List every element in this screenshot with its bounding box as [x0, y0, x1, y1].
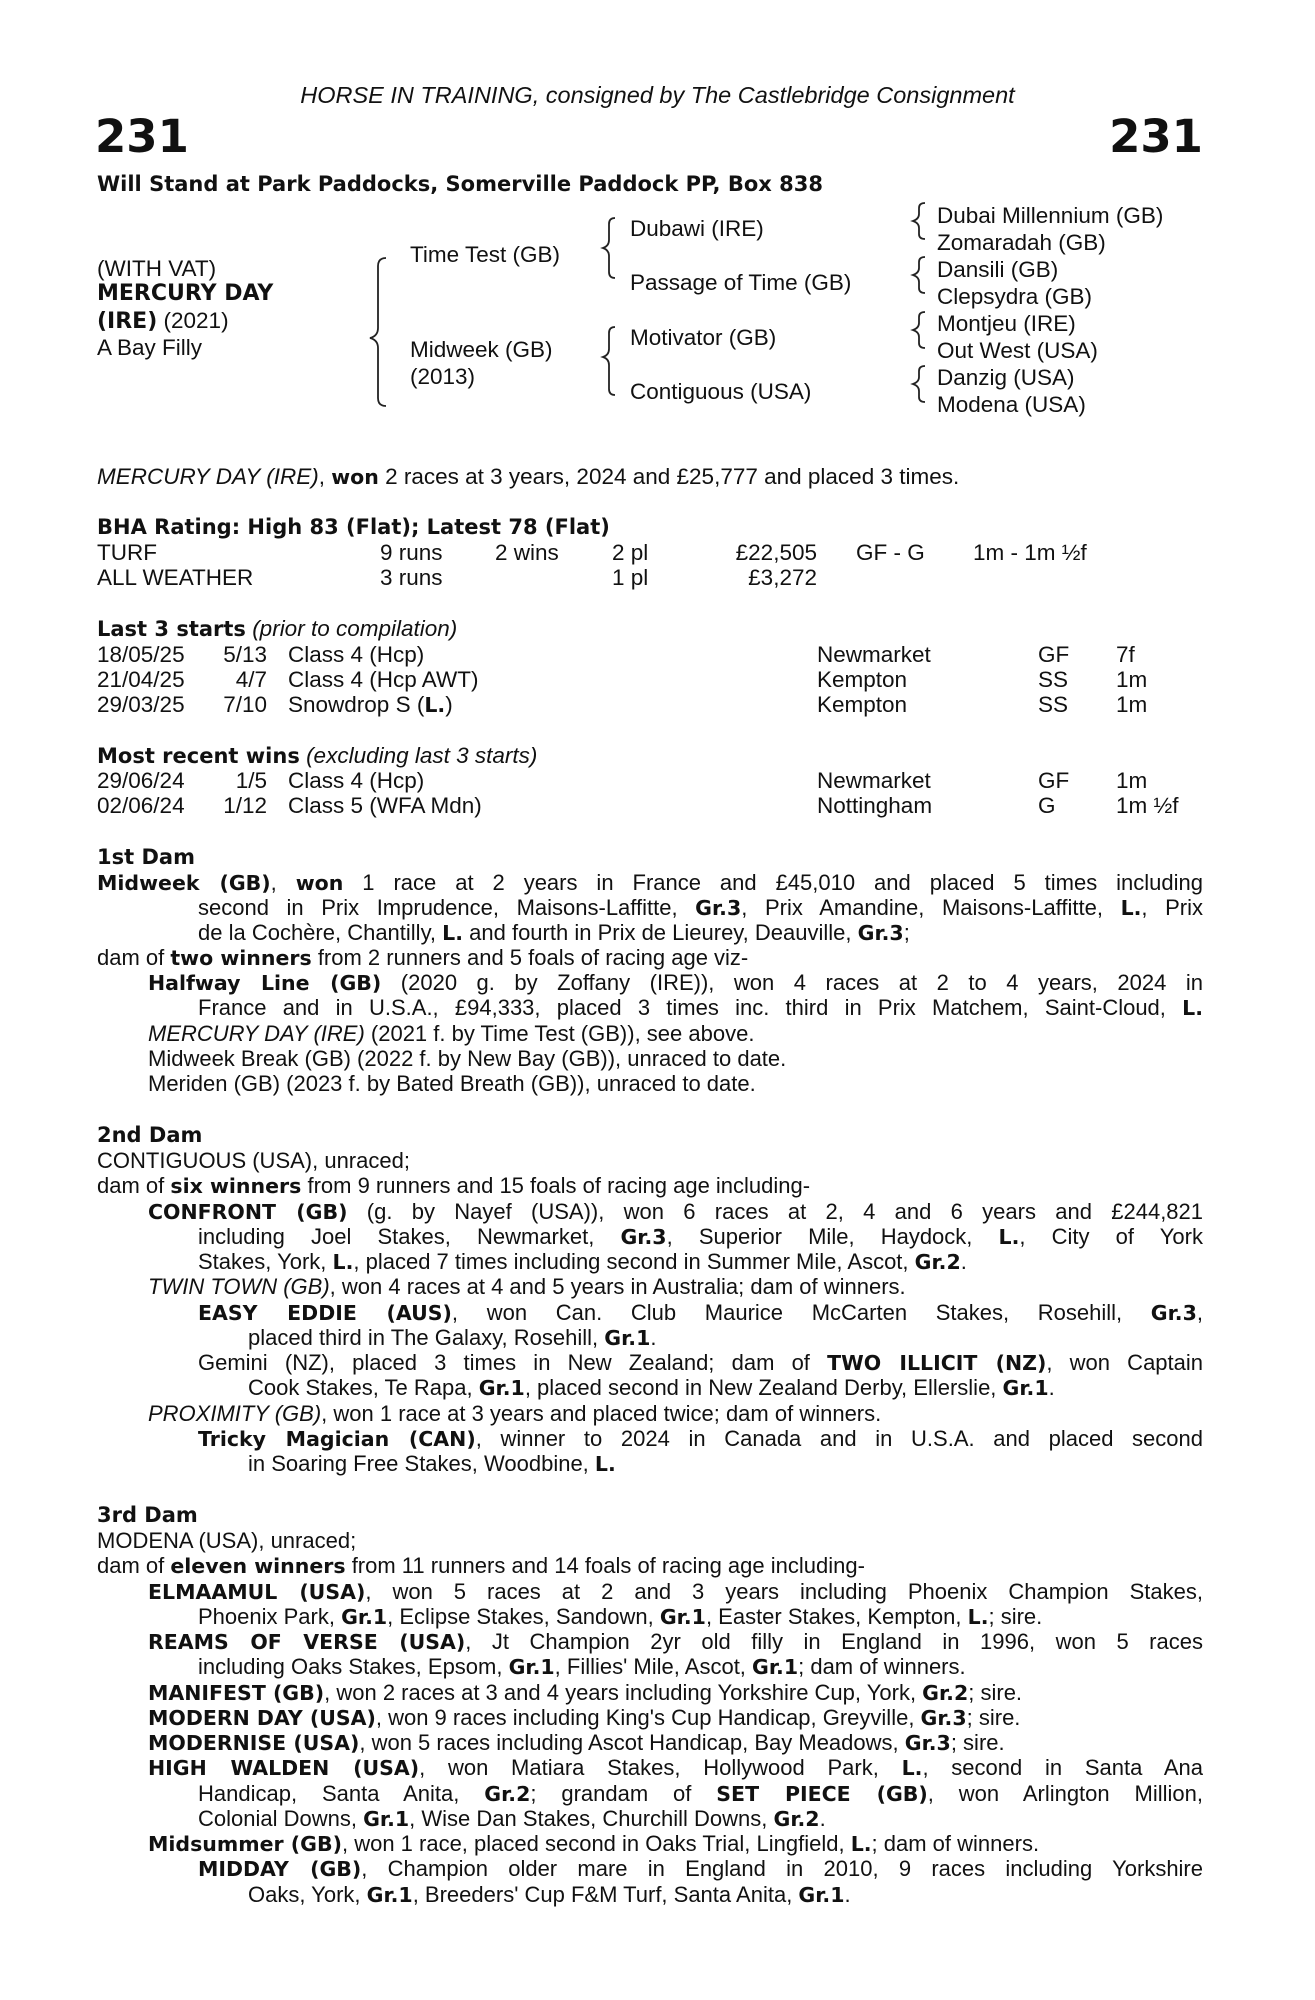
race-close: ): [445, 692, 453, 717]
dam2-line: [148, 1401, 1203, 1427]
start-distance: 1m: [1116, 692, 1148, 717]
bold-text-segment: Gr.3: [904, 1731, 951, 1755]
summary-won: won: [331, 465, 379, 489]
dam1-line: [148, 1071, 1203, 1097]
bold-text-segment: Gr.1: [478, 1376, 525, 1400]
rating-distance: 1m - 1m ½f: [973, 540, 1087, 565]
bold-text-segment: Gr.2: [773, 1807, 820, 1831]
brace-dubawi: [913, 203, 925, 239]
recent-title: Most recent wins: [97, 744, 300, 768]
text-segment: dam of: [97, 1173, 171, 1198]
recent-note: (excluding last 3 starts): [299, 743, 538, 768]
text-segment: Stakes, York,: [198, 1249, 333, 1274]
start-date: 21/04/25: [97, 667, 185, 692]
start-course: Kempton: [817, 692, 908, 717]
bold-text-segment: L.: [442, 921, 464, 945]
horse-description: A Bay Filly: [97, 335, 203, 360]
last3-note: (prior to compilation): [245, 616, 458, 641]
text-segment: in Soaring Free Stakes, Woodbine,: [248, 1451, 595, 1476]
text-segment: from 9 runners and 15 foals of racing age including-: [301, 1173, 811, 1198]
bold-text-segment: two winners: [170, 946, 312, 970]
pedigree-sss: Dubai Millennium (GB): [937, 203, 1164, 228]
lot-number-left: 231: [95, 110, 189, 163]
text-segment: Cook Stakes, Te Rapa,: [248, 1375, 479, 1400]
win-position: 1/12: [223, 793, 267, 818]
bold-text-segment: REAMS OF VERSE (USA): [148, 1630, 466, 1654]
rating-going: GF - G: [856, 540, 925, 565]
text-segment: , Prix: [1141, 895, 1204, 920]
dam3-line: [198, 1856, 1203, 1883]
start-going: GF: [1038, 642, 1070, 667]
text-segment: from 11 runners and 14 foals of racing age including-: [345, 1553, 865, 1578]
text-segment: ; grandam of: [530, 1781, 717, 1806]
dam3-line: [198, 1654, 1203, 1681]
text-segment: .: [819, 1806, 826, 1831]
win-race: Class 4 (Hcp): [288, 768, 425, 793]
bold-text-segment: L.: [1182, 996, 1203, 1020]
text-segment: , won Captain: [1046, 1350, 1204, 1375]
text-segment: 1 race at 2 years in France and £45,010 and placed 5 times including: [343, 870, 1203, 895]
start-race: Class 4 (Hcp AWT): [288, 667, 479, 692]
bha-rating-title: BHA Rating: High 83 (Flat); Latest 78 (Flat): [97, 515, 610, 539]
dam1-line: [148, 1046, 1203, 1072]
text-segment: , won Can. Club Maurice McCarten Stakes, Rosehill,: [451, 1300, 1151, 1325]
text-segment: , won Matiara Stakes, Hollywood Park,: [419, 1755, 902, 1780]
rating-placed: 2 pl: [612, 540, 649, 565]
pedigree-ddd: Modena (USA): [937, 392, 1086, 417]
pedigree-dsd: Out West (USA): [937, 338, 1098, 363]
bold-text-segment: ELMAAMUL (USA): [148, 1580, 366, 1604]
bold-text-segment: MODERNISE (USA): [148, 1731, 360, 1755]
text-segment: .: [960, 1249, 967, 1274]
bold-text-segment: Gr.3: [620, 1225, 667, 1249]
text-segment: France and in U.S.A., £94,333, placed 3 times inc. third in Prix Matchem, Saint-Cloud,: [198, 995, 1183, 1020]
text-segment: , won 1 race at 3 years and placed twice; dam of winners.: [321, 1401, 882, 1426]
bold-text-segment: Midsummer (GB): [148, 1832, 342, 1856]
text-segment: .: [1048, 1375, 1055, 1400]
dam3-line: [198, 1806, 1203, 1833]
summary-horse-name: MERCURY DAY (IRE): [97, 464, 319, 489]
pedigree-sire: Time Test (GB): [410, 242, 561, 267]
horse-name: MERCURY DAY: [97, 281, 274, 306]
bold-text-segment: Gr.1: [363, 1807, 410, 1831]
third-dam-title: 3rd Dam: [97, 1503, 198, 1527]
brace-generation-1: [370, 258, 386, 406]
text-segment: , won 2 races at 3 and 4 years including Yorkshire Cup, York,: [324, 1680, 923, 1705]
bold-text-segment: Gr.3: [920, 1706, 967, 1730]
bold-text-segment: SET PIECE (GB): [716, 1782, 928, 1806]
text-segment: , placed second in New Zealand Derby, Ellerslie,: [524, 1375, 1003, 1400]
recent-wins-title: [97, 743, 537, 769]
dam1-line: [198, 995, 1203, 1022]
start-race: [288, 692, 453, 718]
dam2-line: [248, 1375, 1203, 1402]
start-race: Class 4 (Hcp): [288, 642, 425, 667]
italic-text-segment: PROXIMITY (GB): [148, 1401, 322, 1426]
text-segment: and fourth in Prix de Lieurey, Deauville,: [463, 920, 858, 945]
text-segment: , Superior Mile, Haydock,: [666, 1224, 999, 1249]
dam3-line: [148, 1680, 1203, 1707]
race-summary: MERCURY DAY (IRE), won 2 races at 3 years, 2024 and £25,777 and placed 3 times.: [97, 464, 960, 489]
second-dam-title: 2nd Dam: [97, 1123, 203, 1147]
bold-text-segment: Gr.2: [484, 1782, 531, 1806]
start-position: 5/13: [223, 642, 267, 667]
text-segment: , Eclipse Stakes, Sandown,: [387, 1604, 660, 1629]
dam2-line: [97, 1148, 1203, 1174]
dam3-line: [97, 1528, 1203, 1554]
text-segment: from 2 runners and 5 foals of racing age viz-: [311, 945, 749, 970]
bold-text-segment: six winners: [170, 1174, 302, 1198]
start-course: Kempton: [817, 667, 908, 692]
dam1-line: [198, 895, 1203, 922]
bold-text-segment: L.: [967, 1605, 989, 1629]
bold-text-segment: L.: [1120, 896, 1142, 920]
text-segment: CONTIGUOUS (USA), unraced;: [97, 1148, 410, 1173]
bold-text-segment: L.: [332, 1250, 354, 1274]
dam2-line: [198, 1426, 1203, 1453]
text-segment: Phoenix Park,: [198, 1604, 342, 1629]
dam3-line: [97, 1553, 1203, 1580]
bold-text-segment: Gr.3: [1150, 1301, 1197, 1325]
bold-text-segment: Gr.1: [604, 1326, 651, 1350]
bold-text-segment: MIDDAY (GB): [198, 1857, 362, 1881]
text-segment: dam of: [97, 945, 171, 970]
bold-text-segment: MANIFEST (GB): [148, 1681, 325, 1705]
text-segment: , won 5 races including Ascot Handicap, Bay Meadows,: [359, 1730, 905, 1755]
bold-text-segment: TWO ILLICIT (NZ): [827, 1351, 1047, 1375]
pedigree-dss: Montjeu (IRE): [937, 311, 1076, 336]
dam2-line: [148, 1274, 1203, 1300]
text-segment: , winner to 2024 in Canada and in U.S.A. and placed second: [475, 1426, 1204, 1451]
text-segment: ; sire.: [968, 1680, 1023, 1705]
lot-number-right: 231: [1109, 110, 1203, 163]
pedigree-dam: Midweek (GB): [410, 337, 553, 362]
text-segment: ;: [903, 920, 910, 945]
text-segment: (2020 g. by Zoffany (IRE)), won 4 races at 2 to 4 years, 2024 in: [381, 970, 1203, 995]
summary-record: 2 races at 3 years, 2024 and £25,777 and placed 3 times.: [378, 464, 960, 489]
dam1-line: [97, 945, 1203, 972]
text-segment: ; sire.: [950, 1730, 1005, 1755]
pedigree-ssd: Zomaradah (GB): [937, 230, 1106, 255]
dam2-line: [248, 1451, 1203, 1478]
dam3-line: [148, 1629, 1203, 1656]
dam3-line: [148, 1755, 1203, 1782]
text-segment: ,: [270, 870, 296, 895]
start-going: SS: [1038, 692, 1069, 717]
bold-text-segment: EASY EDDIE (AUS): [198, 1301, 452, 1325]
dam3-line: [148, 1831, 1203, 1858]
dam1-line: [97, 870, 1203, 897]
pedigree-sdd: Clepsydra (GB): [937, 284, 1093, 309]
bold-text-segment: Gr.2: [914, 1250, 961, 1274]
pedigree-dds: Danzig (USA): [937, 365, 1075, 390]
bold-text-segment: L.: [594, 1452, 616, 1476]
dam2-line: [148, 1199, 1203, 1226]
text-segment: , won 1 race, placed second in Oaks Trial, Lingfield,: [341, 1831, 851, 1856]
text-segment: , won Arlington Million,: [927, 1781, 1203, 1806]
bold-text-segment: Gr.1: [508, 1655, 555, 1679]
pedigree-sire-dam: Passage of Time (GB): [630, 270, 852, 295]
text-segment: ; sire.: [988, 1604, 1043, 1629]
start-course: Newmarket: [817, 642, 931, 667]
win-course: Newmarket: [817, 768, 931, 793]
bold-text-segment: L.: [850, 1832, 872, 1856]
win-going: GF: [1038, 768, 1070, 793]
text-segment: .: [650, 1325, 657, 1350]
text-segment: placed third in The Galaxy, Rosehill,: [248, 1325, 605, 1350]
win-course: Nottingham: [817, 793, 933, 818]
start-date: 18/05/25: [97, 642, 185, 667]
brace-passage-of-time: [913, 257, 925, 293]
bold-text-segment: MODERN DAY (USA): [148, 1706, 376, 1730]
bold-text-segment: Gr.1: [1002, 1376, 1049, 1400]
vat-label: (WITH VAT): [97, 256, 217, 281]
text-segment: , Fillies' Mile, Ascot,: [554, 1654, 753, 1679]
rating-surface: TURF: [97, 540, 157, 565]
win-position: 1/5: [235, 768, 267, 793]
dam3-line: [198, 1781, 1203, 1808]
brace-contiguous: [913, 366, 925, 402]
text-segment: , Easter Stakes, Kempton,: [705, 1604, 968, 1629]
dam2-line: [198, 1249, 1203, 1276]
text-segment: , placed 7 times including second in Summer Mile, Ascot,: [353, 1249, 915, 1274]
dam1-line: [148, 1021, 1203, 1047]
horse-year: (2021): [157, 308, 229, 333]
text-segment: ; dam of winners.: [798, 1654, 966, 1679]
text-segment: , Breeders' Cup F&M Turf, Santa Anita,: [412, 1882, 799, 1907]
win-distance: 1m: [1116, 768, 1148, 793]
text-segment: , City of York: [1019, 1224, 1203, 1249]
text-segment: , won 4 races at 4 and 5 years in Australia; dam of winners.: [329, 1274, 906, 1299]
win-date: 02/06/24: [97, 793, 185, 818]
bold-text-segment: Halfway Line (GB): [148, 971, 382, 995]
rating-runs: 3 runs: [380, 565, 443, 590]
dam3-line: [148, 1705, 1203, 1732]
dam1-line: [148, 970, 1203, 997]
bold-text-segment: Gr.1: [798, 1883, 845, 1907]
bold-text-segment: Tricky Magician (CAN): [198, 1427, 476, 1451]
win-going: G: [1038, 793, 1056, 818]
rating-runs: 9 runs: [380, 540, 443, 565]
start-date: 29/03/25: [97, 692, 185, 717]
rating-placed: 1 pl: [612, 565, 649, 590]
rating-money: £3,272: [748, 565, 817, 590]
dam3-line: [148, 1730, 1203, 1757]
bold-text-segment: L.: [901, 1756, 923, 1780]
text-segment: , Jt Champion 2yr old filly in England in 1996, won 5 races: [465, 1629, 1203, 1654]
text-segment: Meriden (GB) (2023 f. by Bated Breath (GB)), unraced to date.: [148, 1071, 756, 1096]
text-segment: Colonial Downs,: [198, 1806, 364, 1831]
catalogue-subtitle: HORSE IN TRAINING, consigned by The Castlebridge Consignment: [300, 82, 1015, 108]
text-segment: second in Prix Imprudence, Maisons-Laffitte,: [198, 895, 696, 920]
bold-text-segment: CONFRONT (GB): [148, 1200, 348, 1224]
brace-motivator: [913, 312, 925, 348]
start-going: SS: [1038, 667, 1069, 692]
bold-text-segment: HIGH WALDEN (USA): [148, 1756, 420, 1780]
bold-text-segment: L.: [998, 1225, 1020, 1249]
bold-text-segment: Midweek (GB): [97, 871, 271, 895]
text-segment: including Joel Stakes, Newmarket,: [198, 1224, 621, 1249]
dam1-line: [198, 920, 1203, 947]
text-segment: de la Cochère, Chantilly,: [198, 920, 443, 945]
brace-sire-line: [603, 218, 615, 278]
dam2-line: [97, 1173, 1203, 1200]
start-distance: 7f: [1116, 642, 1135, 667]
bold-text-segment: Gr.1: [366, 1883, 413, 1907]
bold-text-segment: eleven winners: [170, 1554, 346, 1578]
text-segment: (g. by Nayef (USA)), won 6 races at 2, 4 and 6 years and £244,821: [347, 1199, 1204, 1224]
bold-text-segment: Gr.2: [922, 1681, 969, 1705]
stabling-line: Will Stand at Park Paddocks, Somerville Paddock PP, Box 838: [97, 172, 823, 196]
text-segment: .: [844, 1882, 851, 1907]
pedigree-sds: Dansili (GB): [937, 257, 1059, 282]
text-segment: ,: [1196, 1300, 1203, 1325]
text-segment: , Wise Dan Stakes, Churchill Downs,: [409, 1806, 774, 1831]
start-position: 7/10: [223, 692, 267, 717]
text-segment: ; sire.: [966, 1705, 1021, 1730]
horse-origin: (IRE): [97, 309, 158, 334]
last3-title: Last 3 starts: [97, 617, 246, 641]
last-3-starts-title: [97, 616, 457, 642]
dam3-line: [248, 1882, 1203, 1909]
text-segment: (2021 f. by Time Test (GB)), see above.: [364, 1021, 755, 1046]
dam3-line: [148, 1579, 1203, 1606]
start-distance: 1m: [1116, 667, 1148, 692]
bold-text-segment: Gr.3: [857, 921, 904, 945]
text-segment: dam of: [97, 1553, 171, 1578]
dam3-line: [198, 1604, 1203, 1631]
pedigree-dam-dam: Contiguous (USA): [630, 379, 812, 404]
text-segment: Gemini (NZ), placed 3 times in New Zealand; dam of: [198, 1350, 828, 1375]
win-race: Class 5 (WFA Mdn): [288, 793, 482, 818]
dam2-line: [198, 1300, 1203, 1327]
text-segment: , won 9 races including King's Cup Handicap, Greyville,: [375, 1705, 921, 1730]
rating-wins: 2 wins: [495, 540, 559, 565]
text-segment: Handicap, Santa Anita,: [198, 1781, 485, 1806]
win-distance: 1m ½f: [1116, 793, 1179, 818]
bold-text-segment: Gr.1: [659, 1605, 706, 1629]
text-segment: Oaks, York,: [248, 1882, 367, 1907]
pedigree-dam-year: (2013): [410, 364, 476, 389]
dam2-line: [198, 1350, 1203, 1377]
text-segment: , Prix Amandine, Maisons-Laffitte,: [741, 895, 1121, 920]
race-name: Snowdrop S (: [288, 692, 425, 717]
first-dam-title: 1st Dam: [97, 845, 195, 869]
dam2-line: [198, 1224, 1203, 1251]
text-segment: including Oaks Stakes, Epsom,: [198, 1654, 509, 1679]
italic-text-segment: MERCURY DAY (IRE): [148, 1021, 365, 1046]
brace-dam-line: [603, 327, 615, 395]
bold-text-segment: Gr.1: [752, 1655, 799, 1679]
text-segment: MODENA (USA), unraced;: [97, 1528, 357, 1553]
bold-text-segment: won: [295, 871, 344, 895]
text-segment: , Champion older mare in England in 2010, 9 races including Yorkshire: [361, 1856, 1203, 1881]
text-segment: , won 5 races at 2 and 3 years including Phoenix Champion Stakes,: [365, 1579, 1203, 1604]
pedigree-dam-sire: Motivator (GB): [630, 325, 777, 350]
text-segment: Midweek Break (GB) (2022 f. by New Bay (GB)), unraced to date.: [148, 1046, 787, 1071]
text-segment: ; dam of winners.: [871, 1831, 1040, 1856]
rating-money: £22,505: [735, 540, 817, 565]
rating-surface: ALL WEATHER: [97, 565, 254, 590]
dam2-line: [248, 1325, 1203, 1352]
pedigree-sire-sire: Dubawi (IRE): [630, 216, 764, 241]
italic-text-segment: TWIN TOWN (GB): [148, 1274, 330, 1299]
text-segment: , second in Santa Ana: [922, 1755, 1203, 1780]
race-grade: L.: [424, 693, 446, 717]
start-position: 4/7: [235, 667, 267, 692]
bold-text-segment: Gr.1: [341, 1605, 388, 1629]
win-date: 29/06/24: [97, 768, 185, 793]
bold-text-segment: Gr.3: [695, 896, 742, 920]
